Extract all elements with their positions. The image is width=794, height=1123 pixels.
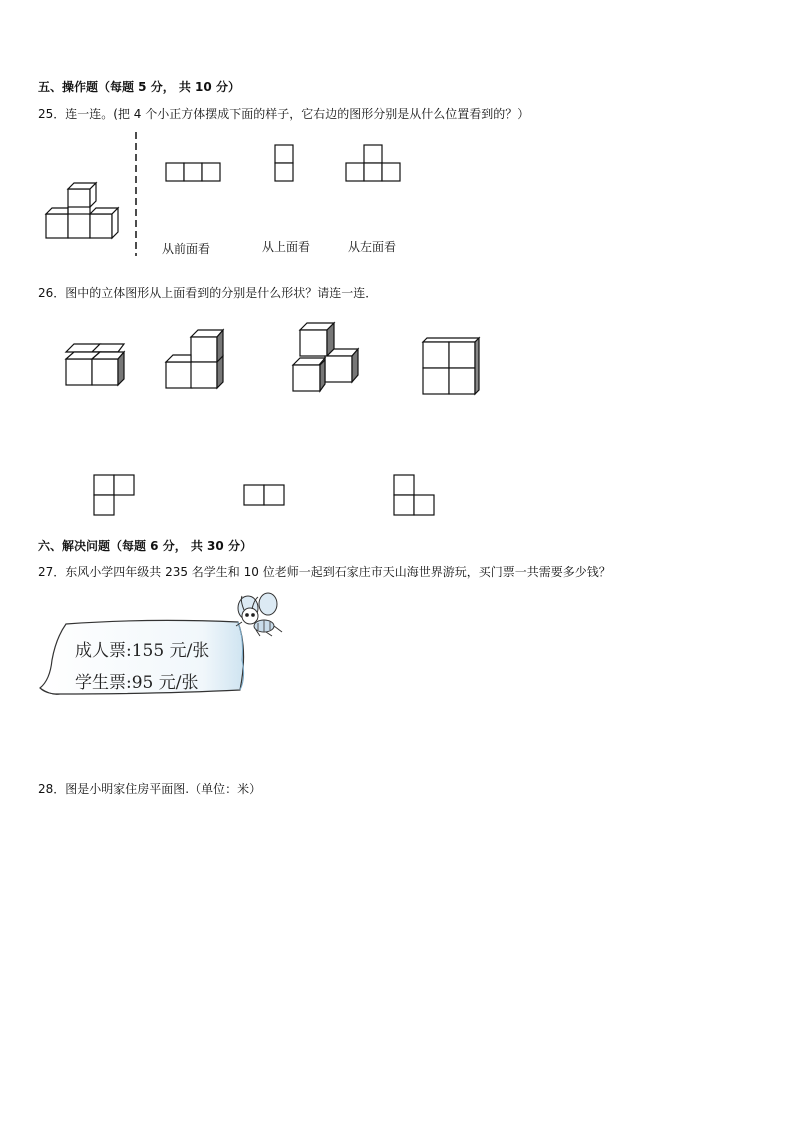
q25-cube-figure [44, 182, 124, 242]
question-28-text: 28．图是小明家住房平面图.（单位：米） [38, 782, 262, 796]
q25-label-front: 从前面看 [162, 242, 211, 256]
q25-view-shape-2 [274, 144, 294, 182]
section-5-title: 五、操作题（每题 5 分， 共 10 分） [38, 80, 240, 94]
question-27-text: 27．东风小学四年级共 235 名学生和 10 位老师一起到石家庄市天山海世界游玩，买门票一共需要多少钱？ [38, 565, 611, 579]
q25-view-shape-1 [165, 162, 221, 182]
ticket-adult-price: 成人票:155 元/张 [75, 641, 210, 661]
q26-solid-1 [64, 342, 126, 387]
question-26-text: 26．图中的立体图形从上面看到的分别是什么形状？请连一连． [38, 286, 378, 300]
q26-option-shape-3 [393, 474, 437, 516]
ticket-student-price: 学生票:95 元/张 [75, 673, 199, 693]
q26-solid-2 [165, 329, 225, 389]
q26-solid-4 [421, 336, 483, 396]
bee-icon [236, 593, 282, 636]
q26-solid-3 [292, 322, 362, 392]
question-25-text: 25．连一连。(把 4 个小正方体摆成下面的样子，它右边的图形分别是从什么位置看到的？） [38, 107, 530, 121]
q26-option-shape-2 [243, 484, 287, 506]
q25-dashed-divider [134, 132, 138, 256]
q25-label-left: 从左面看 [348, 240, 397, 254]
q25-label-top: 从上面看 [262, 240, 311, 254]
section-6-title: 六、解决问题（每题 6 分， 共 30 分） [38, 539, 252, 553]
q26-option-shape-1 [93, 474, 137, 516]
q25-view-shape-3 [345, 144, 401, 182]
